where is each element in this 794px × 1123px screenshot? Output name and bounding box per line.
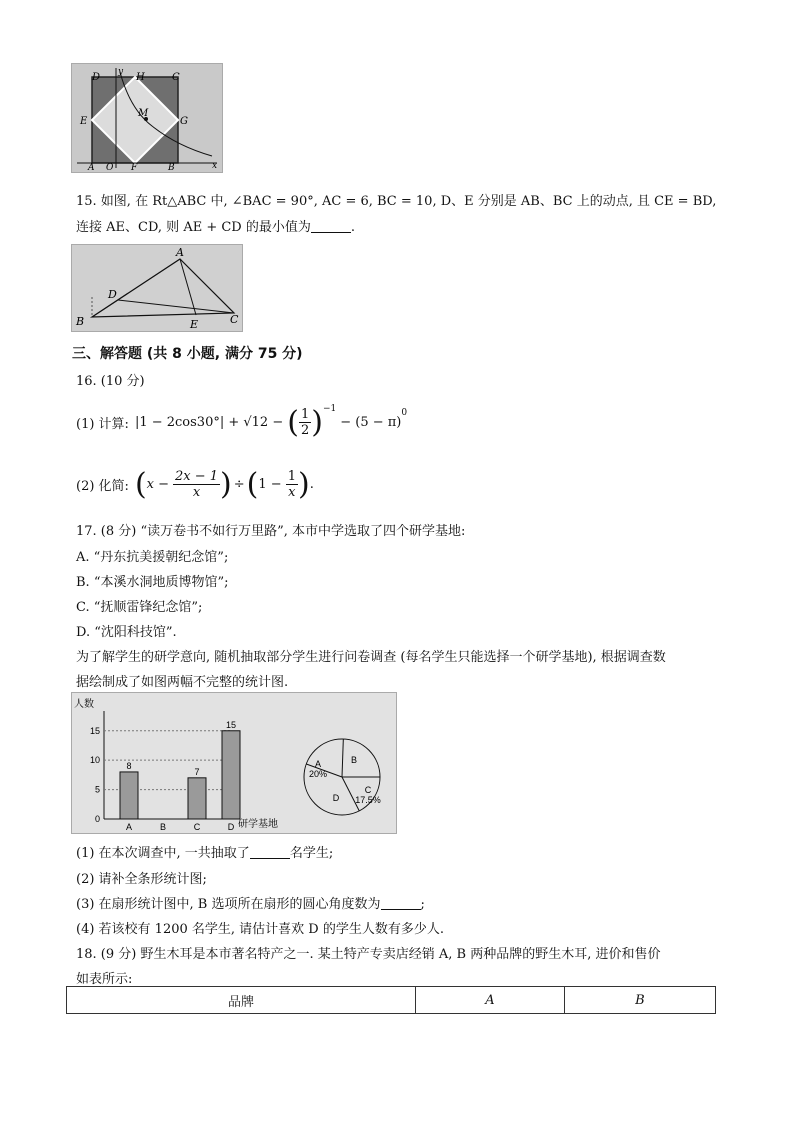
q16-p2-end: . [309,476,314,492]
right-paren-2: ) [220,466,232,502]
q16-part1 [76,400,407,444]
q16-p2-label: (2) 化简: [76,478,129,494]
label-e: E [80,116,88,127]
q16-part2 [76,462,314,506]
q17-desc1: 为了解学生的研学意向, 随机抽取部分学生进行问卷调查 (每名学生只能选择一个研学基地), 根据调查数 [76,650,666,665]
half-num: 1 [300,406,310,422]
figure-triangle [71,244,243,332]
q18-line2: 如表所示: [76,972,133,987]
right-paren: ) [311,404,323,440]
figure-triangle-svg [72,245,242,331]
bar-chart [90,711,240,832]
q15-line2-end: . [350,220,355,235]
bar-ytick-label: 10 [89,755,100,766]
half-fraction [299,407,311,438]
label-h: H [136,72,145,83]
bar-data-label: 15 [225,719,237,730]
tri-label-b: B [76,315,85,328]
pie-percent-label: 17.5% [355,795,381,805]
q16-p2-one: 1 − [258,476,282,492]
left-paren-3: ( [246,466,259,502]
charts-svg [72,693,396,833]
q17-sub3-blank [381,897,421,910]
bar-C [188,778,206,819]
q15-line2 [76,216,355,235]
table-row [67,987,716,1014]
pie-slice-label: B [350,755,358,765]
q17-sub1-text: (1) 在本次调查中, 一共抽取了 [76,846,250,861]
fraction-1-over-x [286,469,298,500]
q16-p1-expr-a: |1 − 2cos30°| + √12 − [134,414,284,430]
frac2-den: x [288,484,296,500]
brand-price-table [66,986,716,1014]
label-y-axis: y [118,67,124,77]
q17-option-d: D. “沈阳科技馆”. [76,625,177,640]
q16-p1-expr-b: − (5 − π) [340,414,402,430]
bar-xlabel: 研学基地 [238,819,278,830]
label-m: M [138,108,149,119]
bar-data-label: 7 [194,766,200,777]
q16-exp-neg1: −1 [322,404,337,414]
q17-option-a: A. “丹东抗美援朝纪念馆”; [76,550,229,565]
q15-line1: 15. 如图, 在 Rt△ABC 中, ∠BAC = 90°, AC = 6, BC = 10, D、E 分别是 AB、BC 上的动点, 且 CE = BD, [76,194,717,209]
bar-D [222,731,240,819]
section-title: 三、解答题 (共 8 小题, 满分 75 分) [72,346,303,362]
tri-label-a: A [176,246,184,259]
table-header-brand: 品牌 [67,987,416,1014]
bar-category-label: C [193,822,201,832]
bar-category-label: D [227,822,235,832]
bar-data-label: 8 [126,760,132,771]
frac-den: x [192,484,201,500]
segment-cd [118,300,234,313]
q17-sub4: (4) 若该校有 1200 名学生, 请估计喜欢 D 的学生人数有多少人. [76,922,444,937]
label-d: D [92,72,101,83]
bar-category-label: A [125,822,133,832]
q17-sub1-blank [250,846,290,859]
label-g: G [180,116,188,127]
label-a: A [88,163,95,172]
charts-figure [71,692,397,834]
q16-p2-div: ÷ [233,476,245,492]
label-x-axis: x [212,161,218,171]
q17-sub3 [76,893,425,912]
q17-sub2: (2) 请补全条形统计图; [76,872,207,887]
pie-divider [342,777,359,811]
pie-slice-label: A [314,759,322,769]
q18-line1: 18. (9 分) 野生木耳是本市著名特产之一. 某土特产专卖店经销 A, B 两种品牌的野生木耳, 进价和售价 [76,947,661,962]
pie-slice-label: C [364,785,372,795]
tri-label-d: D [108,288,117,301]
fraction-2x-1-over-x [173,469,220,500]
figure-square-svg [72,64,222,172]
table-header-b: B [564,987,715,1014]
q16-p2-x: x − [146,476,170,492]
q17-sub3-end: ; [420,897,425,912]
segment-ab [92,259,180,317]
label-c: C [172,72,180,83]
q17-sub1-end: 名学生; [289,846,334,861]
table-header-a: A [415,987,564,1014]
pie-divider [342,739,343,777]
q16-exp-0: 0 [401,408,408,418]
label-o: O [106,163,114,172]
q16-header: 16. (10 分) [76,374,145,389]
left-paren: ( [287,404,299,440]
frac-num: 2x − 1 [175,468,219,484]
q17-desc2: 据绘制成了如图两幅不完整的统计图. [76,675,289,690]
q17-sub3-text: (3) 在扇形统计图中, B 选项所在扇形的圆心角度数为 [76,897,381,912]
left-paren-2: ( [134,466,147,502]
pie-chart [304,739,381,815]
figure-square-rhombus [71,63,223,173]
right-paren-3: ) [297,466,310,502]
q15-line2-text: 连接 AE、CD, 则 AE + CD 的最小值为 [76,220,311,235]
pie-slice-label: D [332,793,340,803]
q17-sub1 [76,842,333,861]
bar-ytick-label: 15 [89,725,100,736]
tri-label-c: C [230,313,239,326]
pie-percent-label: 20% [308,769,328,779]
bar-A [120,772,138,819]
bar-ytick-label: 5 [94,784,100,795]
label-b: B [168,163,175,172]
q17-option-b: B. “本溪水洞地质博物馆”; [76,575,229,590]
q16-p1-label: (1) 计算: [76,416,129,432]
bar-category-label: B [159,822,167,832]
tri-label-e: E [190,318,199,331]
half-den: 2 [300,422,310,438]
bar-ylabel: 人数 [74,699,94,710]
q17-option-c: C. “抚顺雷锋纪念馆”; [76,600,203,615]
bar-ytick-label: 0 [94,814,100,824]
q17-intro: 17. (8 分) “读万卷书不如行万里路”, 本市中学选取了四个研学基地: [76,524,466,539]
q15-answer-blank [311,220,351,233]
label-f: F [131,163,138,172]
frac2-num: 1 [287,468,296,484]
